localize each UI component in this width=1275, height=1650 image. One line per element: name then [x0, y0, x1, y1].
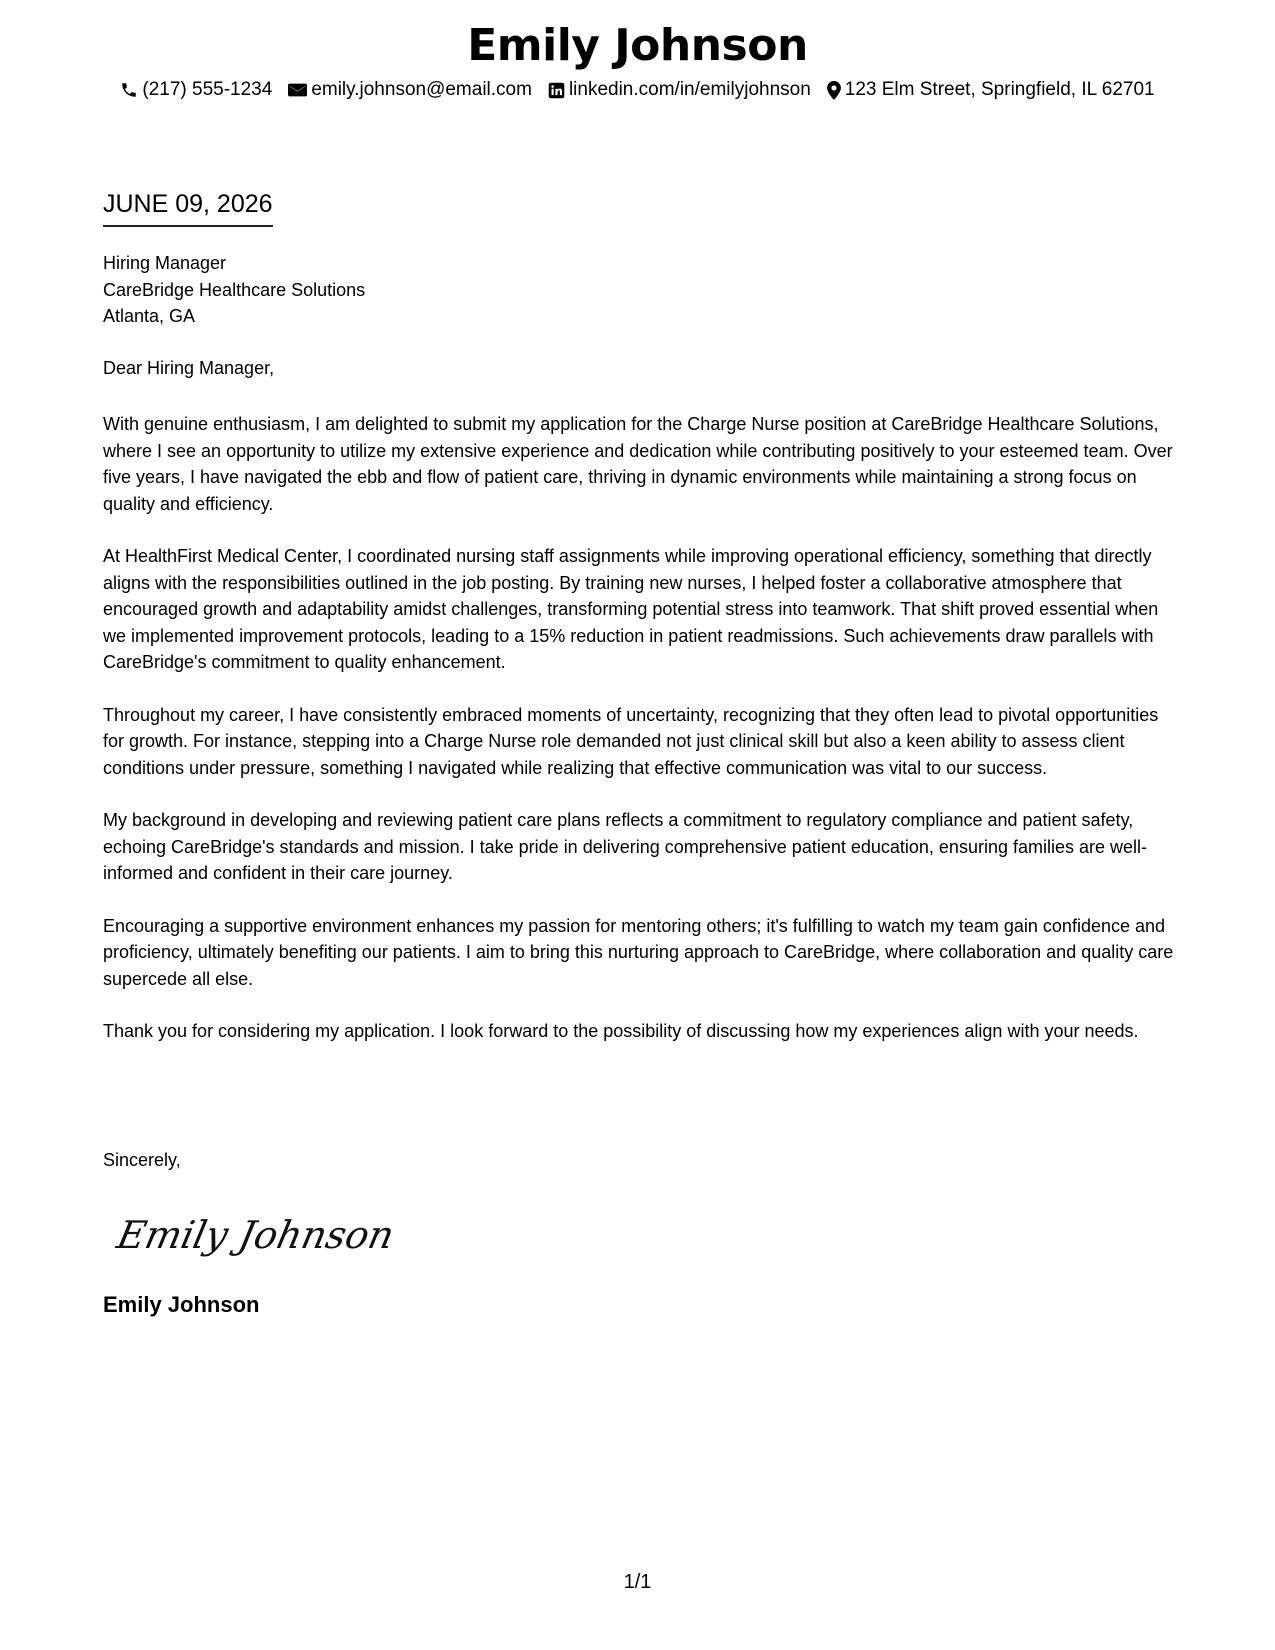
applicant-name-heading: Emily Johnson	[467, 20, 808, 71]
phone-number: (217) 555-1234	[142, 79, 273, 100]
recipient-title: Hiring Manager	[103, 253, 227, 273]
salutation: Dear Hiring Manager,	[103, 358, 275, 378]
contact-email	[288, 79, 532, 101]
contact-address	[827, 79, 1155, 101]
phone-icon	[120, 81, 142, 99]
recipient-location: Atlanta, GA	[103, 306, 196, 326]
body-paragraph-6: Thank you for considering my application. I look forward to the possibility of discussing how my experiences align with your needs.	[103, 1021, 1139, 1041]
envelope-icon	[288, 82, 311, 98]
body-paragraph-5: Encouraging a supportive environment enhances my passion for mentoring others; it's fulfilling to watch my team gain confidence and proficiency, ultimately benefiting our patients. I aim to bring this nurturing approach to CareBridge, where collaboration and quality care supercede all else.	[103, 915, 1174, 989]
body-paragraph-3: Throughout my career, I have consistently embraced moments of uncertainty, recognizing that they often lead to pivotal opportunities for growth. For instance, stepping into a Charge Nurse role demanded not just clinical skill but also a keen ability to assess client conditions under pressure, something I navigated while realizing that effective communication was vital to our success.	[103, 704, 1159, 778]
handwritten-signature	[113, 1202, 398, 1273]
page-number: 1/1	[623, 1571, 652, 1593]
contact-phone	[120, 79, 272, 101]
contact-info-row	[0, 79, 1275, 101]
contact-linkedin	[548, 79, 811, 101]
closing-line: Sincerely,	[103, 1150, 181, 1170]
email-address: emily.johnson@email.com	[311, 79, 532, 100]
signer-name: Emily Johnson	[103, 1292, 260, 1317]
letter-date: JUNE 09, 2026	[103, 190, 273, 227]
linkedin-icon	[548, 82, 569, 99]
linkedin-url: linkedin.com/in/emilyjohnson	[568, 79, 811, 100]
signature-glyphs: Emily Johnson	[113, 1213, 398, 1258]
body-paragraph-2: At HealthFirst Medical Center, I coordinated nursing staff assignments while improving operational efficiency, something that directly aligns with the responsibilities outlined in the job posting. By training new nurses, I helped foster a collaborative atmosphere that encouraged growth and adaptability amidst challenges, transforming potential stress into teamwork. That shift proved essential when we implemented improvement protocols, leading to a 15% reduction in patient readmissions. Such achievements draw parallels with CareBridge's commitment to quality enhancement.	[103, 546, 1159, 672]
recipient-block	[103, 250, 365, 330]
letter-body	[103, 411, 1175, 1071]
recipient-company: CareBridge Healthcare Solutions	[103, 279, 366, 300]
street-address: 123 Elm Street, Springfield, IL 62701	[844, 79, 1155, 100]
body-paragraph-4: My background in developing and reviewing patient care plans reflects a commitment to regulatory compliance and patient safety, echoing CareBridge's standards and mission. I take pride in delivering comprehensive patient education, ensuring families are well-informed and confident in their care journey.	[103, 810, 1147, 883]
body-paragraph-1: With genuine enthusiasm, I am delighted to submit my application for the Charge Nurse position at CareBridge Healthcare Solutions, where I see an opportunity to utilize my extensive experience and dedication while contributing positively to your esteemed team. Over five years, I have navigated the ebb and flow of patient care, thriving in dynamic environments while maintaining a strong focus on quality and efficiency.	[103, 414, 1173, 514]
map-pin-icon	[827, 81, 845, 100]
